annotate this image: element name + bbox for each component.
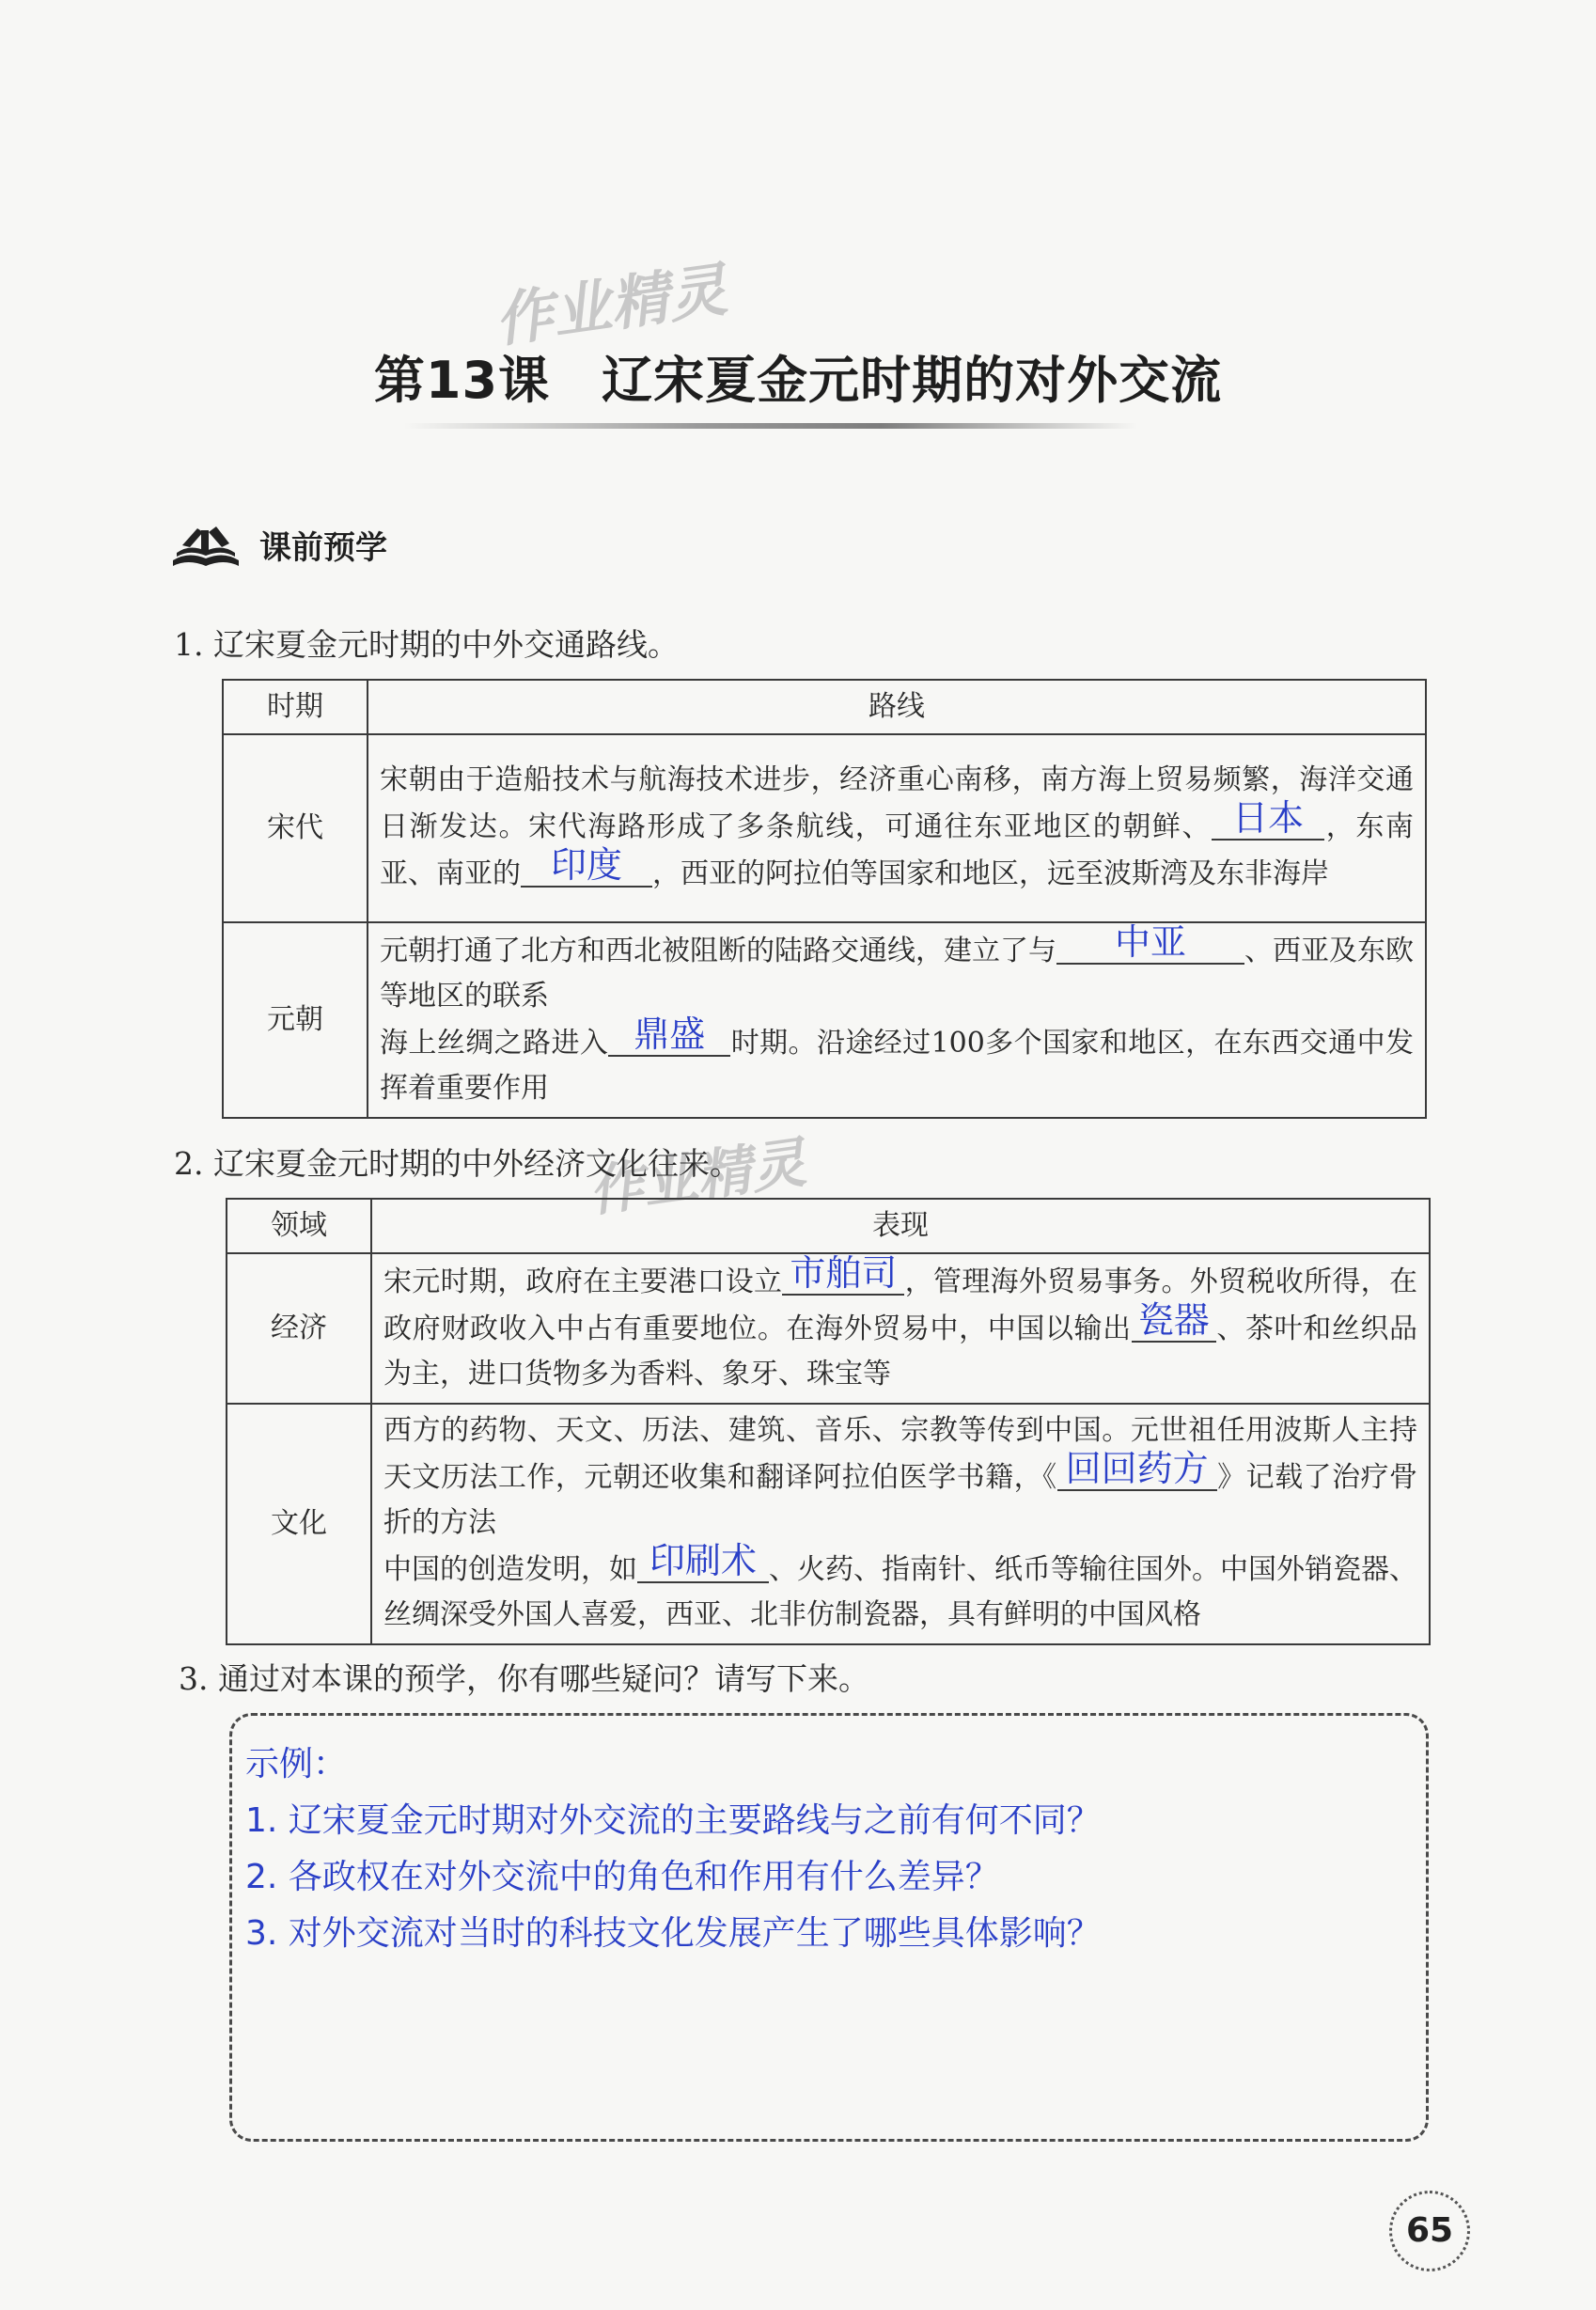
field-economy: 经济: [227, 1253, 371, 1404]
text: 西方的药物、天文、历法、建筑、音乐、宗教等传到中国。元世祖任用波斯人主持天文历法工作，元朝还收集和翻译阿拉伯医学书籍，《: [383, 1414, 1417, 1494]
answer-blank[interactable]: 鼎盛: [608, 1014, 730, 1057]
routes-table: [222, 679, 1427, 1119]
answer-blank[interactable]: 印刷术: [637, 1540, 769, 1583]
text: 元朝打通了北方和西北被阻断的陆路交通线，建立了与: [380, 935, 1056, 967]
text: 、火药、指南针、纸币等输往国外。中国外销瓷器、丝绸深受外国人喜爱，西亚、北非仿制瓷器，具有鲜明的中国风格: [383, 1553, 1417, 1631]
text: 海上丝绸之路进入: [380, 1027, 609, 1060]
table-header-row: [223, 680, 1426, 734]
answer-blank[interactable]: 中亚: [1056, 921, 1244, 965]
table-header-row: [227, 1199, 1430, 1253]
text: 宋元时期，政府在主要港口设立: [383, 1265, 783, 1298]
answer-blank[interactable]: 印度: [521, 844, 652, 888]
answer-line: 3. 对外交流对当时的科技文化发展产生了哪些具体影响？: [245, 1914, 1101, 1953]
text: ，西亚的阿拉伯等国家和地区，远至波斯湾及东非海岸: [652, 857, 1329, 890]
title-divider: [404, 423, 1137, 429]
table-row: [227, 1404, 1430, 1644]
watermark: 作业精灵: [585, 1130, 810, 1224]
books-icon: [169, 523, 243, 568]
song-route-text: [368, 734, 1426, 922]
text: 中国的创造发明，如: [383, 1553, 637, 1586]
table-row: [227, 1253, 1430, 1404]
page-number: 65: [1389, 2191, 1470, 2271]
text: ，东南亚、南亚的: [380, 810, 1415, 890]
field-culture: 文化: [227, 1404, 371, 1644]
answer-blank[interactable]: 瓷器: [1132, 1299, 1216, 1343]
text: 、西亚及东欧等地区的联系: [380, 935, 1414, 1013]
text: 宋朝由于造船技术与航海技术进步，经济重心南移，南方海上贸易频繁，海洋交通日渐发达。宋代海路形成了多条航线，可通往东亚地区的朝鲜、: [380, 763, 1414, 843]
section-label: 课前预学: [259, 529, 387, 567]
table-row: [223, 734, 1426, 922]
period-song: 宋代: [223, 734, 368, 922]
watermark: 作业精灵: [490, 255, 731, 355]
culture-text: [371, 1404, 1430, 1644]
header-period: 时期: [223, 680, 368, 734]
answer-blank[interactable]: 回回药方: [1057, 1448, 1217, 1491]
text: 时期。沿途经过100多个国家和地区，在东西交通中发挥着重要作用: [380, 1027, 1415, 1105]
exchange-table: [226, 1198, 1431, 1645]
section-header: [169, 522, 387, 568]
text: ，管理海外贸易事务。外贸税收所得，在政府财政收入中占有重要地位。在海外贸易中，中国以输出: [383, 1265, 1417, 1345]
header-route: 路线: [368, 680, 1426, 734]
table-row: [223, 922, 1426, 1118]
question-2-prompt: 2. 辽宋夏金元时期的中外经济文化往来。: [174, 1145, 741, 1182]
answer-blank[interactable]: 日本: [1212, 797, 1324, 841]
question-3-prompt: 3. 通过对本课的预学，你有哪些疑问？请写下来。: [179, 1660, 869, 1697]
answer-line: 1. 辽宋夏金元时期对外交流的主要路线与之前有何不同？: [245, 1801, 1101, 1840]
answer-blank[interactable]: 市舶司: [782, 1252, 904, 1296]
header-performance: 表现: [371, 1199, 1430, 1253]
question-1-prompt: 1. 辽宋夏金元时期的中外交通路线。: [174, 626, 679, 663]
yuan-route-text: [368, 922, 1426, 1118]
economy-text: [371, 1253, 1430, 1404]
answer-line: 示例：: [245, 1745, 348, 1784]
period-yuan: 元朝: [223, 922, 368, 1118]
header-field: 领域: [227, 1199, 371, 1253]
answer-box[interactable]: [229, 1713, 1429, 2142]
answer-line: 2. 各政权在对外交流中的角色和作用有什么差异？: [245, 1858, 999, 1896]
lesson-title: 第13课 辽宋夏金元时期的对外交流: [373, 351, 1223, 410]
text: 》记载了治疗骨折的方法: [383, 1461, 1418, 1539]
text: 、茶叶和丝织品为主，进口货物多为香料、象牙、珠宝等: [383, 1312, 1418, 1391]
